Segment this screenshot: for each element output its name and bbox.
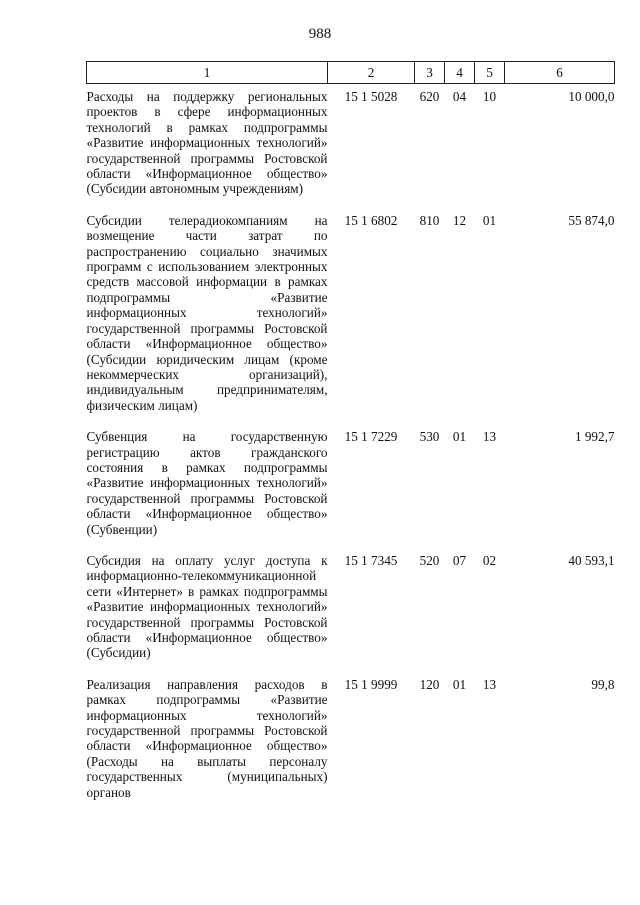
row-target-code: 15 1 6802 [344, 212, 398, 228]
table-row [87, 84, 615, 210]
row-col-4: 07 [452, 552, 467, 568]
row-col-3: 120 [419, 676, 440, 692]
row-col-4: 04 [452, 89, 467, 104]
header-col-3: 3 [415, 62, 445, 84]
row-amount: 1 992,7 [574, 429, 615, 445]
row-description: Реализация направления расходов в рамках подпрограммы «Развитие информационных технологий» государственной программы Ростовской области «Информационное общество» (Расходы на выплаты персоналу государственных (муниципальных) органов [86, 676, 328, 800]
table-row [87, 674, 615, 813]
header-col-1: 1 [87, 62, 328, 84]
row-amount: 10 000,0 [568, 89, 615, 104]
header-col-4: 4 [445, 62, 475, 84]
table-row [87, 426, 615, 550]
row-col-3: 530 [419, 429, 440, 445]
header-col-5: 5 [475, 62, 505, 84]
row-target-code: 15 1 7345 [344, 552, 398, 568]
row-target-code: 15 1 7229 [344, 429, 398, 445]
page-number: 988 [308, 26, 332, 42]
row-col-4: 01 [452, 676, 467, 692]
row-col-5: 13 [482, 676, 497, 692]
row-description: Субсидии телерадиокомпаниям на возмещение части затрат по распространению социально значимых программ с использованием электронных средств массовой информации в рамках подпрограммы «Развитие информационных технологий» государственной программы Ростовской области «Информационное общество» (Субсидии юридическим лицам (кроме некоммерческих организаций), индивидуальным предпринимателям, физическим лицам) [86, 212, 328, 413]
table-row [87, 210, 615, 426]
row-col-3: 520 [419, 552, 440, 568]
row-amount: 40 593,1 [568, 552, 615, 568]
header-col-6: 6 [505, 62, 615, 84]
row-col-5: 10 [482, 89, 497, 104]
row-description: Субсидия на оплату услуг доступа к информационно-телекоммуникационной сети «Интернет» в рамках подпрограммы «Развитие информационных технологий» государственной программы Ростовской области «Информационное общество» (Субсидии) [86, 552, 328, 661]
row-target-code: 15 1 9999 [344, 676, 398, 692]
row-description: Субвенция на государственную регистрацию актов гражданского состояния в рамках подпрограммы «Развитие информационных технологий» государственной программы Ростовской области «Информационное общество» (Субвенции) [86, 429, 328, 537]
row-col-5: 02 [482, 552, 497, 568]
row-col-4: 12 [452, 212, 467, 228]
row-col-5: 13 [482, 429, 497, 445]
row-target-code: 15 1 5028 [344, 89, 398, 104]
row-amount: 55 874,0 [568, 212, 615, 228]
table-row [87, 550, 615, 674]
table-header-row [87, 62, 615, 84]
row-amount: 99,8 [591, 676, 615, 692]
header-col-2: 2 [328, 62, 415, 84]
row-description: Расходы на поддержку региональных проектов в сфере информационных технологий в рамках подпрограммы «Развитие информационных технологий» государственной программы Ростовской области «Информационное общество» (Субсидии автономным учреждениям) [86, 89, 328, 197]
row-col-3: 810 [419, 212, 440, 228]
budget-table [86, 61, 615, 813]
row-col-4: 01 [452, 429, 467, 445]
row-col-3: 620 [419, 89, 440, 104]
row-col-5: 01 [482, 212, 497, 228]
